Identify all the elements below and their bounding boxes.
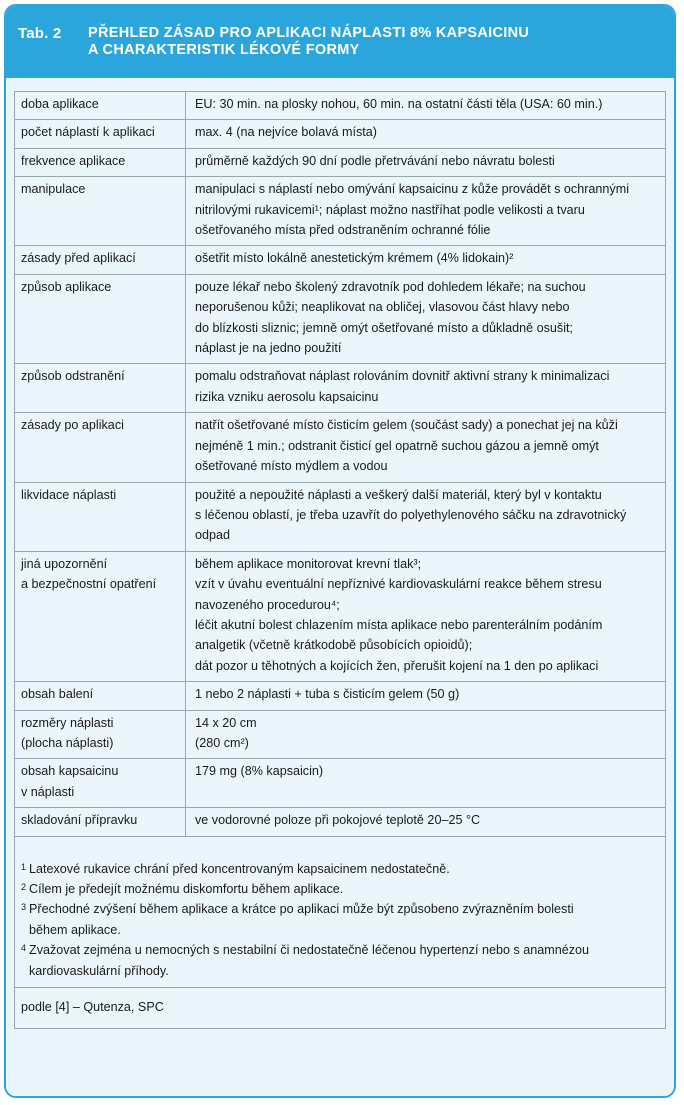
row-value-line: ošetřované místo mýdlem a vodou [195,459,388,474]
row-value-line: manipulaci s náplastí nebo omývání kapsaicinu z kůže provádět s ochrannými [195,182,630,197]
row-label [15,177,186,246]
footnote-line: během aplikace. [29,922,121,937]
footnote [21,899,659,940]
row-label-line: obsah kapsaicinu [21,764,119,779]
row-value-line: analgetik (včetně krátkodobě působících opioidů); [195,638,473,653]
footnote [21,859,659,879]
row-label [15,808,186,836]
footnote-line: Latexové rukavice chrání před koncentrovaným kapsaicinem nedostatečně. [29,861,450,876]
footnote-line: Cílem je předejít možnému diskomfortu během aplikace. [29,882,344,896]
row-label-line: manipulace [21,182,86,197]
footnote-line: kardiovaskulární příhody. [29,963,169,978]
table-row [15,413,665,482]
row-value-line: 14 x 20 cm [195,715,257,730]
row-label-line: skladování přípravku [21,813,138,828]
row-label [15,682,186,710]
row-label [15,710,186,759]
row-label-line: likvidace náplasti [21,487,117,502]
row-value [186,148,666,176]
row-label [15,759,186,808]
row-label [15,148,186,176]
row-value-line: průměrně každých 90 dní podle přetrvávání nebo návratu bolesti [195,153,555,168]
footnote [21,940,659,981]
table-row [15,274,665,364]
table-row [15,92,665,120]
row-value-line: neporušenou kůži; neaplikovat na obličej, vlasovou část hlavy nebo [195,300,570,315]
row-value-line: během aplikace monitorovat krevní tlak³; [195,556,422,571]
row-label [15,92,186,120]
row-label-line: jiná upozornění [21,556,108,571]
row-label-line: způsob odstranění [21,369,125,384]
row-label-line: rozměry náplasti [21,715,114,730]
row-value [186,808,666,836]
table-row [15,710,665,759]
footnote-line: Přechodné zvýšení během aplikace a krátce po aplikaci může být způsobeno zvýrazněním bolesti [29,902,574,917]
row-label-line: doba aplikace [21,97,99,111]
row-value [186,413,666,482]
row-label-line: (plocha náplasti) [21,735,114,750]
table-box [14,91,666,1029]
row-value-line: ve vodorovné poloze při pokojové teplotě 20–25 °C [195,813,481,828]
table-number: Tab. 2 [18,25,62,42]
row-label [15,364,186,413]
row-value-line: ošetřovaného místa před odstraněním ochranné fólie [195,223,491,238]
row-label [15,551,186,681]
footnote-number: 4 [21,943,27,954]
row-label-line: obsah balení [21,687,94,702]
row-value-line: (280 cm²) [195,735,249,750]
row-value [186,551,666,681]
row-label [15,482,186,551]
row-value-line: léčit akutní bolest chlazením místa aplikace nebo parenterálním podáním [195,617,603,632]
row-value [186,246,666,274]
footnotes [15,837,665,987]
row-value [186,364,666,413]
row-label [15,120,186,148]
row-value-line: rizika vzniku aerosolu kapsaicinu [195,389,379,404]
row-value [186,710,666,759]
row-value [186,92,666,120]
table-row [15,759,665,808]
row-label-line: zásady po aplikaci [21,418,124,433]
table-row [15,364,665,413]
row-label [15,413,186,482]
row-label [15,274,186,364]
footnote-number: 1 [21,861,27,872]
table-row [15,148,665,176]
row-label-line: počet náplastí k aplikaci [21,125,155,140]
row-value-line: 179 mg (8% kapsaicin) [195,764,324,779]
row-value-line: vzít v úvahu eventuální nepříznivé kardiovaskulární reakce během stresu [195,577,602,592]
table-row [15,120,665,148]
table-row [15,177,665,246]
row-value-line: do blízkosti sliznic; jemně omýt ošetřované místo a důkladně osušit; [195,320,573,335]
row-label-line: v náplasti [21,784,75,799]
footnote-line: Zvažovat zejména u nemocných s nestabilní či nedostatečně léčenou hypertenzí nebo s anamnézou [29,943,590,958]
footnote-number: 2 [21,882,27,892]
table-row [15,551,665,681]
row-label-line: a bezpečnostní opatření [21,577,157,592]
row-value-line: pouze lékař nebo školený zdravotník pod dohledem lékaře; na suchou [195,279,586,294]
row-value-line: s léčenou oblastí, je třeba uzavřít do polyethylenového sáčku na zdravotnický [195,507,627,522]
row-value-line: 1 nebo 2 náplasti + tuba s čisticím gelem (50 g) [195,687,460,702]
row-label-line: způsob aplikace [21,279,112,294]
row-value-line: použité a nepoužité náplasti a veškerý další materiál, který byl v kontaktu [195,487,602,502]
table-row [15,682,665,710]
row-value [186,759,666,808]
row-value-line: nejméně 1 min.; odstranit čisticí gel opatrně suchou gázou a jemně omýt [195,438,599,453]
row-value-line: nitrilovými rukavicemi¹; náplast možno nastříhat podle velikosti a tvaru [195,202,585,217]
table-header [6,6,674,78]
row-value-line: navozeného procedurou⁴; [195,597,340,612]
footnote-text [29,859,659,879]
footnote-text [29,940,659,981]
source-note: podle [4] – Qutenza, SPC [15,987,665,1028]
row-label-line: zásady před aplikací [21,251,136,266]
footnote-text [29,899,659,940]
table-row [15,808,665,836]
footnote-number: 3 [21,902,27,913]
row-value-line: max. 4 (na nejvíce bolavá místa) [195,125,377,140]
row-value-line: odpad [195,528,231,543]
footnote [21,879,659,899]
row-label [15,246,186,274]
row-value-line: EU: 30 min. na plosky nohou, 60 min. na ostatní části těla (USA: 60 min.) [195,97,603,111]
title-line: PŘEHLED ZÁSAD PRO APLIKACI NÁPLASTI 8% KAPSAICINU [88,25,530,41]
table-body [6,78,674,1096]
row-value [186,482,666,551]
row-value-line: pomalu odstraňovat náplast rolováním dovnitř aktivní strany k minimalizaci [195,369,610,384]
row-value-line: natřít ošetřované místo čisticím gelem (součást sady) a ponechat jej na kůži [195,418,618,433]
row-value-line: ošetřit místo lokálně anestetickým krémem (4% lidokain)² [195,251,514,266]
row-value [186,120,666,148]
guidelines-table [15,92,665,837]
row-label-line: frekvence aplikace [21,153,126,168]
table-frame [4,4,676,1098]
table-row [15,482,665,551]
row-value-line: dát pozor u těhotných a kojících žen, přerušit kojení na 1 den po aplikaci [195,658,599,673]
row-value [186,682,666,710]
footnote-text [29,879,659,899]
table-row [15,246,665,274]
row-value [186,177,666,246]
title-line: A CHARAKTERISTIK LÉKOVÉ FORMY [88,42,360,58]
row-value-line: náplast je na jedno použití [195,341,342,356]
row-value [186,274,666,364]
table-title [88,25,529,78]
